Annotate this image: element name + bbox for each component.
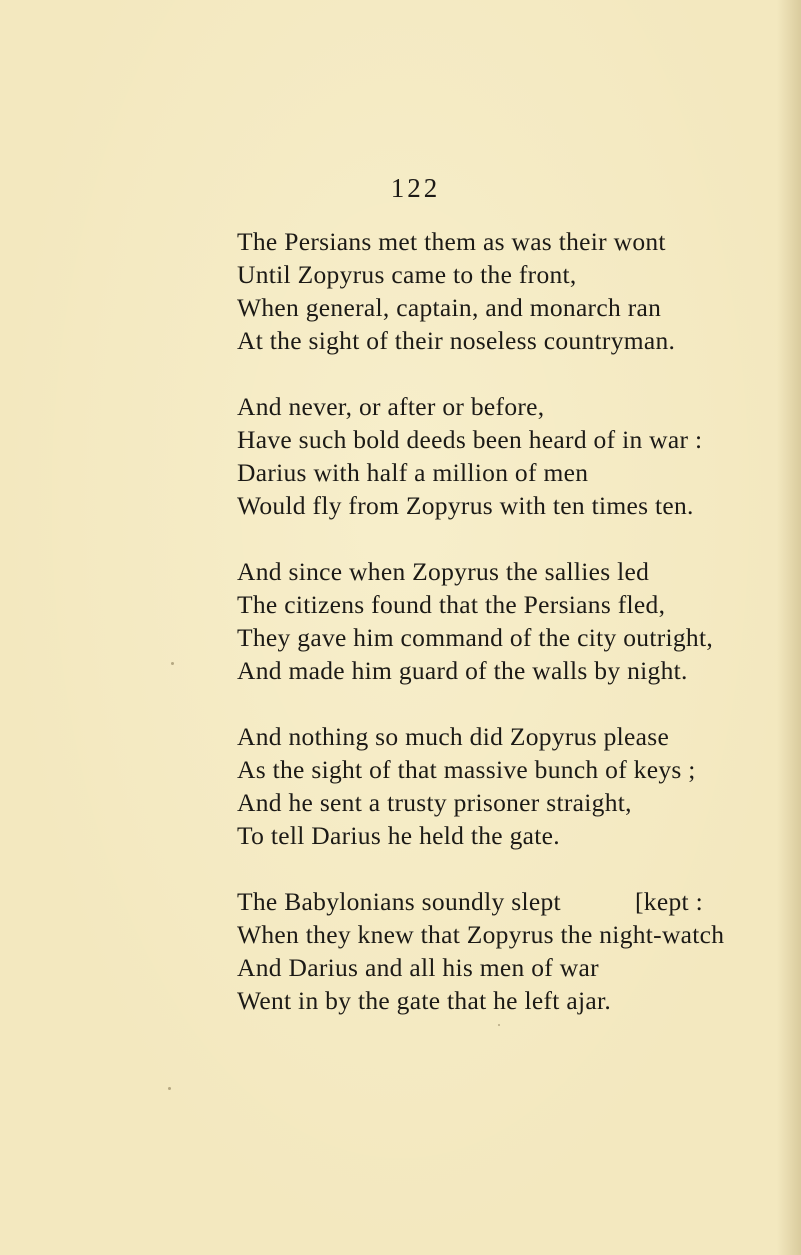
poem-line: And since when Zopyrus the sallies led <box>237 557 650 586</box>
poem-line: The Persians met them as was their wont <box>237 227 666 256</box>
poem-line: Would fly from Zopyrus with ten times ten. <box>237 491 694 520</box>
poem-line: They gave him command of the city outright, <box>237 623 714 652</box>
poem-line: Have such bold deeds been heard of in war : <box>237 425 703 454</box>
stanza-4 <box>237 720 797 852</box>
poem-line-with-turnover <box>237 885 797 918</box>
poem <box>237 225 797 1050</box>
poem-line-text: The Babylonians soundly slept <box>237 887 561 916</box>
page-number: 122 <box>390 173 441 203</box>
poem-line: Darius with half a million of men <box>237 458 589 487</box>
paper-speck <box>171 662 174 665</box>
poem-line: And never, or after or before, <box>237 392 545 421</box>
stanza-5 <box>237 885 797 1017</box>
stanza-1 <box>237 225 797 357</box>
poem-line: The citizens found that the Persians fled, <box>237 590 666 619</box>
poem-line: At the sight of their noseless countryman. <box>237 326 676 355</box>
paper-speck <box>498 1024 500 1026</box>
poem-line: Until Zopyrus came to the front, <box>237 260 577 289</box>
paper-speck <box>168 1087 171 1090</box>
poem-line: And he sent a trusty prisoner straight, <box>237 788 632 817</box>
poem-line: And made him guard of the walls by night. <box>237 656 688 685</box>
poem-line: As the sight of that massive bunch of keys ; <box>237 755 696 784</box>
poem-line: And nothing so much did Zopyrus please <box>237 722 670 751</box>
stanza-3 <box>237 555 797 687</box>
stanza-2 <box>237 390 797 522</box>
turnover-word: [kept : <box>635 887 703 916</box>
poem-line: And Darius and all his men of war <box>237 953 599 982</box>
poem-line: When they knew that Zopyrus the night-watch <box>237 920 725 949</box>
poem-line: To tell Darius he held the gate. <box>237 821 560 850</box>
poem-line: When general, captain, and monarch ran <box>237 293 662 322</box>
poem-line: Went in by the gate that he left ajar. <box>237 986 612 1015</box>
